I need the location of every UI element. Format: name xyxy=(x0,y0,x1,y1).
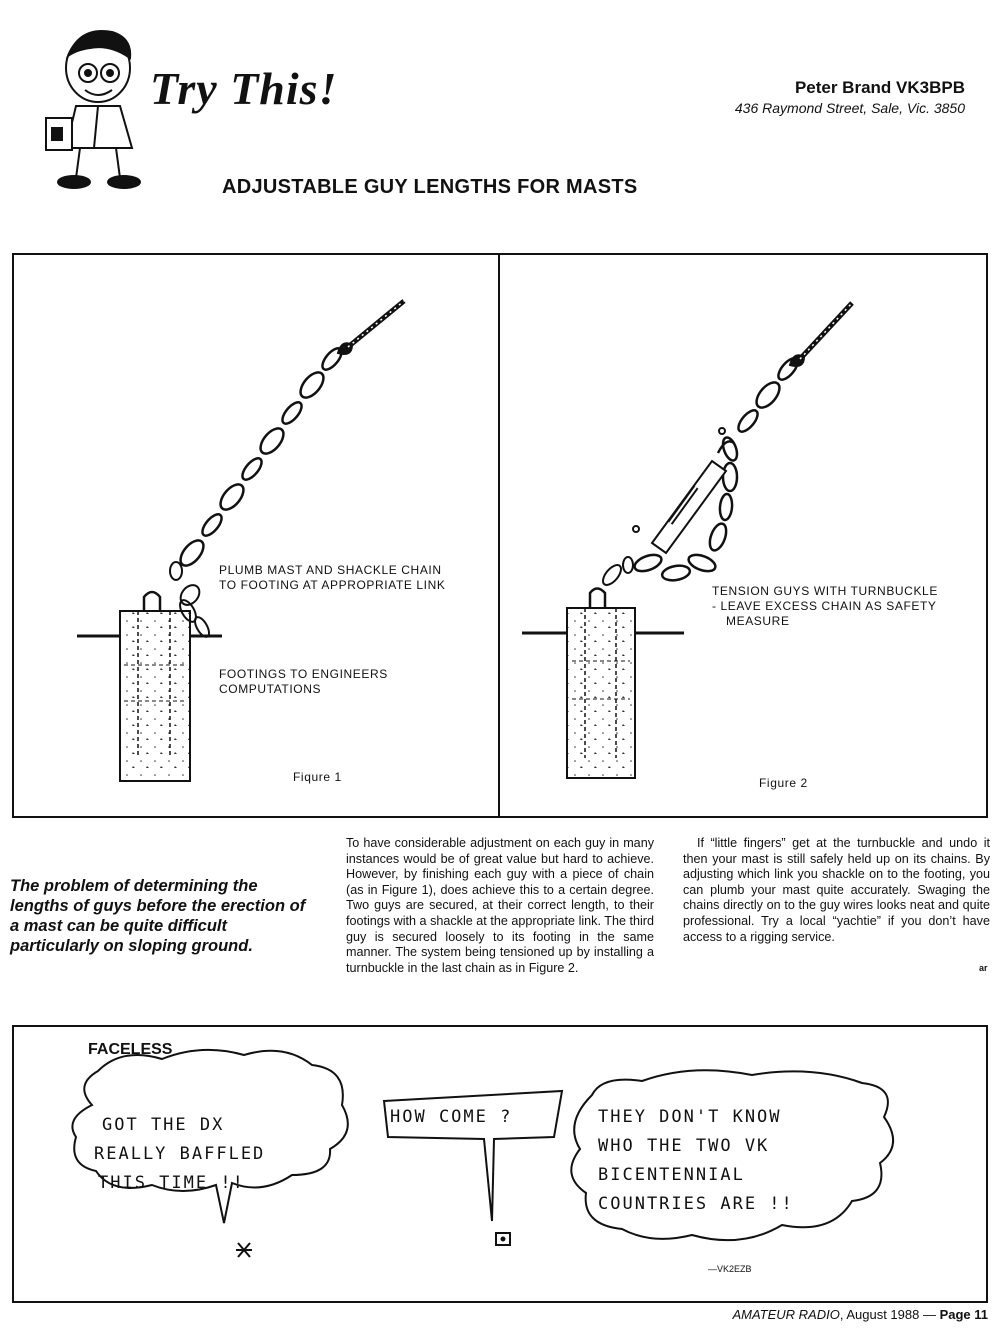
fig1-note-footing: FOOTINGS TO ENGINEERS COMPUTATIONS xyxy=(219,667,388,696)
balloon-3-text: THEY DON'T KNOW WHO THE TWO VK BICENTENNIAL COUNTRIES ARE !! xyxy=(598,1107,794,1214)
fig2-note: TENSION GUYS WITH TURNBUCKLE - LEAVE EXCESS CHAIN AS SAFETY MEASURE xyxy=(712,584,938,628)
author-block xyxy=(735,78,965,116)
article-paragraph: To have considerable adjustment on each guy in many instances would be of great value but hard to achieve. However, by finishing each guy with a piece of chain (as in Figure 1), does achieve this to a certain degree. Two guys are secured, at their correct length, to their footings with a shackle at the appropriate link. The third guy is secured loosely to its footing in the same manner. The system being tensioned up by installing a turnbuckle in the last chain as in Figure 2. xyxy=(346,836,654,975)
issue-date: , August 1988 — xyxy=(839,1307,940,1322)
article-column-2 xyxy=(683,836,990,945)
comic-credit: —VK2EZB xyxy=(708,1264,752,1274)
asterisk-icon xyxy=(236,1243,252,1257)
end-mark: ar xyxy=(979,963,988,973)
article-title: ADJUSTABLE GUY LENGTHS FOR MASTS xyxy=(222,176,638,198)
column-heading: Try This! xyxy=(150,63,338,114)
figure-2-drawing xyxy=(522,303,852,778)
pull-quote: The problem of determining the lengths of guys before the erection of a mast can be quite difficult particularly on sloping ground. xyxy=(10,877,306,955)
article-column-1 xyxy=(346,836,654,976)
comic-title: FACELESS xyxy=(88,1041,173,1058)
author-address: 436 Raymond Street, Sale, Vic. 3850 xyxy=(734,100,965,116)
figure-1-drawing xyxy=(77,301,404,781)
balloon-2-text: HOW COME ? xyxy=(390,1107,513,1127)
article-paragraph: If “little fingers” get at the turnbuckle and undo it then your mast is still safely held up on its chains. By adjusting which link you shackle on to the footing, you can plumb your mast quite accurately. Swaging the chains directly on to the guy wires looks neat and quite professional. Try a local “yachtie” if you don’t have access to a rigging service. xyxy=(683,836,990,944)
magazine-name: AMATEUR RADIO xyxy=(732,1307,840,1322)
page-number: Page 11 xyxy=(939,1307,988,1322)
cartoon-mascot-icon xyxy=(40,18,150,193)
figure-drawings xyxy=(12,253,988,818)
balloon-1-text: GOT THE DX REALLY BAFFLED THIS TIME !! xyxy=(94,1115,266,1193)
figure-1-caption: Fiqure 1 xyxy=(293,770,342,784)
author-name: Peter Brand VK3BPB xyxy=(794,78,965,97)
figure-2-caption: Figure 2 xyxy=(759,776,808,790)
fig1-note-chain: PLUMB MAST AND SHACKLE CHAIN TO FOOTING AT APPROPRIATE LINK xyxy=(219,563,446,592)
page-footer xyxy=(732,1307,988,1322)
